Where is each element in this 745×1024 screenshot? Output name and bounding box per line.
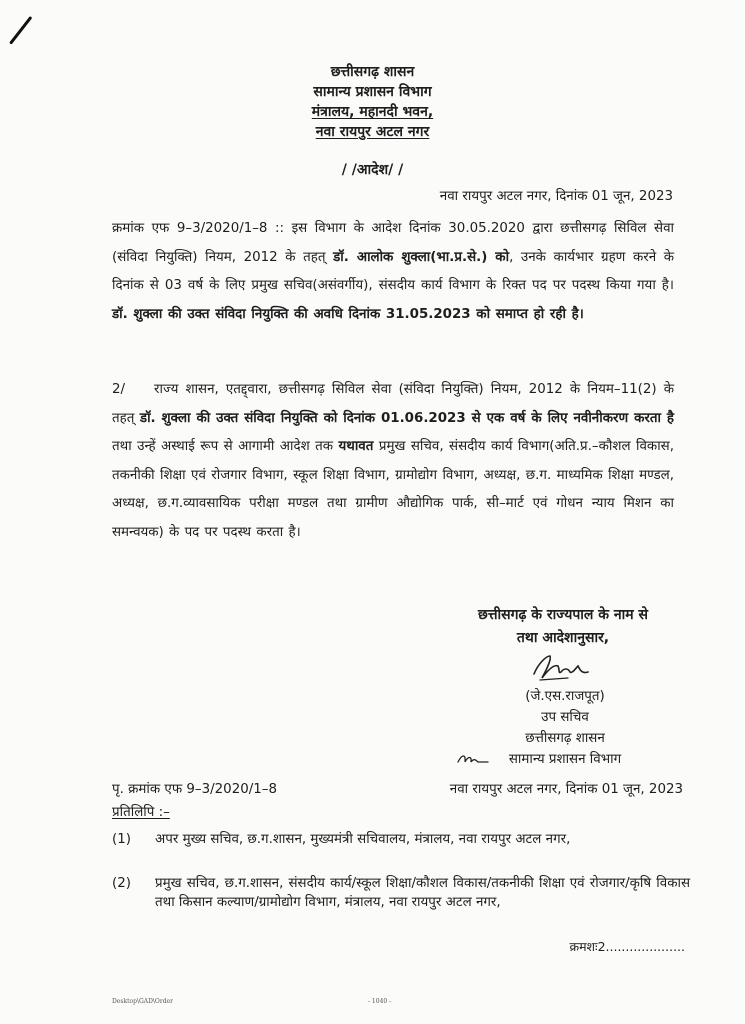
endorsement-place-date: नवा रायपुर अटल नगर, दिनांक 01 जून, 2023 [449,782,683,797]
para1-bold-name: डॉ. आलोक शुक्ला(भा.प्र.से.) को [333,249,510,265]
copy-item-number: (2) [112,876,131,891]
footer-path: Desktop\GAD\Order [112,998,173,1005]
para1-text: क्रमांक एफ 9–3/2020/1–8 :: इस विभाग के आदेश दिनांक 30.05.2020 द्वारा छत्तीसगढ़ सिविल सेवा (संविदा नियुक्ति) नियम, 2012 के तहत् [112,221,674,265]
letterhead-line: सामान्य प्रशासन विभाग [313,84,432,100]
para2-text: प्रमुख सचिव, संसदीय कार्य विभाग(अति.प्र.–कौशल विकास, तकनीकी शिक्षा एवं रोजगार विभाग, स्कूल शिक्षा विभाग, ग्रामोद्योग विभाग, अध्यक्ष, छ.ग. माध्यमिक शिक्षा मण्डल, अध्यक्ष, छ.ग.व्यावसायिक परीक्षा मण्डल तथा ग्रामीण औद्योगिक पार्क, सी–मार्ट एवं गोधन न्याय मिशन का समन्वयक) के पद पर पदस्थ करता है। [112,439,674,540]
signature-image [528,650,594,684]
para2-bold-renewal: डॉ. शुक्ला की उक्त संविदा नियुक्ति को दिनांक 01.06.2023 से एक वर्ष के लिए नवीनीकरण करता है [139,410,674,426]
para2-text: राज्य शासन, एतद्द्वारा, छत्तीसगढ़ सिविल सेवा (संविदा नियुक्ति) नियम, 2012 के नियम–11(2) के तहत् [112,382,674,426]
copy-item-text: प्रमुख सचिव, छ.ग.शासन, संसदीय कार्य/स्कूल शिक्षा/कौशल विकास/तकनीकी शिक्षा एवं रोजगार/कृषि विकास तथा किसान कल्याण/ग्रामोद्योग विभाग, मंत्रालय, नवा रायपुर अटल नगर, [155,876,690,910]
order-place-date: नवा रायपुर अटल नगर, दिनांक 01 जून, 2023 [439,189,673,204]
para2-bold-yathavat: यथावत [338,439,374,455]
para2-text: तथा उन्हें अस्थाई रूप से आगामी आदेश तक [112,439,339,455]
copy-item [112,874,690,912]
para1-text: , उनके कार्यभार ग्रहण करने के दिनांक से 03 वर्ष के लिए प्रमुख सचिव(असंवर्गीय), संसदीय कार्य विभाग के रिक्त पद पर पदस्थ किया गया है। [112,249,674,294]
para1-bold-expiry: डॉ. शुक्ला की उक्त संविदा नियुक्ति की अवधि दिनांक 31.05.2023 को समाप्त हो रही है। [112,306,584,322]
authority-line: तथा आदेशानुसार, [516,630,610,646]
copy-item-text: अपर मुख्य सचिव, छ.ग.शासन, मुख्यमंत्री सचिवालय, मंत्रालय, नवा रायपुर अटल नगर, [155,832,571,847]
signatory-government: छत्तीसगढ़ शासन [525,731,605,746]
continued-marker: क्रमशः2.................... [569,939,685,954]
pen-mark [9,16,32,45]
authority-block [418,604,708,650]
signatory-department: सामान्य प्रशासन विभाग [508,752,622,767]
letterhead-line: छत्तीसगढ़ शासन [330,64,415,80]
letterhead-line: नवा रायपुर अटल नगर [315,124,430,140]
initials-mark [456,750,490,768]
authority-line: छत्तीसगढ़ के राज्यपाल के नाम से [478,607,648,623]
para2-number: 2/ [112,382,126,397]
endorsement-ref: पृ. क्रमांक एफ 9–3/2020/1–8 [112,782,277,797]
letterhead [0,62,745,142]
paragraph-1 [112,215,674,329]
paragraph-2 [112,376,674,548]
order-title: / /आदेश/ / [341,162,404,178]
signatory-designation: उप सचिव [541,710,589,725]
copy-item-number: (1) [112,832,131,847]
copy-label: प्रतिलिपि :– [112,805,170,820]
letterhead-line: मंत्रालय, महानदी भवन, [311,104,434,120]
copy-item [112,830,690,849]
footer-page-code: - 1040 - [368,998,392,1005]
signatory-name: (जे.एस.राजपूत) [525,689,605,704]
